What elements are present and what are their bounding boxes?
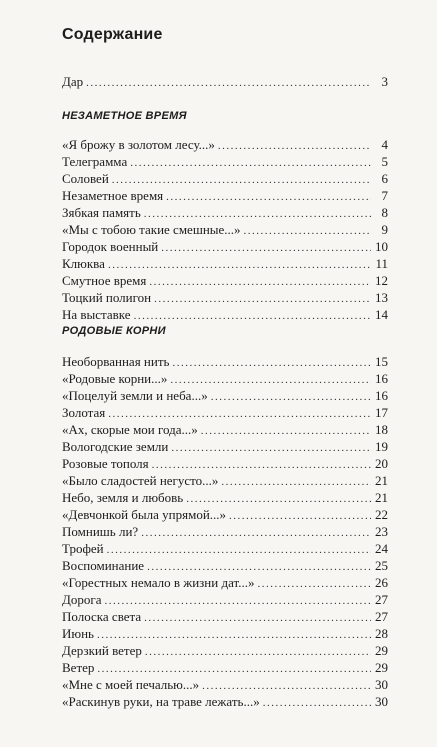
toc-entry [62,489,388,506]
toc-entry [62,153,388,170]
toc-entry-title: Клюква [62,256,105,271]
toc-entry-page: 21 [375,490,388,505]
toc-entry-title: «Мне с моей печалью...» [62,677,200,692]
toc-entry-title: Дар [62,74,84,89]
toc-entry [62,73,388,90]
toc-entry-page: 11 [375,256,388,271]
toc-entry [62,306,388,323]
toc-entry-page: 30 [375,677,388,692]
toc-entry-page: 26 [375,575,388,590]
toc-entry-page: 12 [375,273,388,288]
toc-entry-page: 27 [375,592,388,607]
toc-entry [62,540,388,557]
toc-entry-title: Незаметное время [62,188,164,203]
toc-entry [62,353,388,370]
toc-entry [62,659,388,676]
toc-entry [62,574,388,591]
toc-entry-title: «Раскинув руки, на траве лежать...» [62,694,260,709]
toc-entry-page: 16 [375,388,388,403]
section-heading: НЕЗАМЕТНОЕ ВРЕМЯ [62,110,187,122]
toc-entry [62,455,388,472]
toc-entry [62,472,388,489]
toc-entry-title: «Родовые корни...» [62,371,168,386]
toc-entry-page: 17 [375,405,388,420]
dot-leader [263,695,371,712]
toc-entry-title: Соловей [62,171,109,186]
toc-entry-page: 29 [375,643,388,658]
toc-entry-title: Ветер [62,660,95,675]
toc-entry-title: Смутное время [62,273,147,288]
toc-entry [62,591,388,608]
toc-entry-page: 19 [375,439,388,454]
toc-entry-title: На выставке [62,307,131,322]
toc-entry [62,370,388,387]
toc-entry [62,221,388,238]
toc-entry-title: Зябкая память [62,205,141,220]
toc-entry-title: Помнишь ли? [62,524,139,539]
toc-entry [62,676,388,693]
toc-entry-title: Телеграмма [62,154,128,169]
toc-entry-page: 28 [375,626,388,641]
toc-entry-page: 30 [375,694,388,709]
toc-entry [62,625,388,642]
toc-entry [62,272,388,289]
toc-entry-title: Небо, земля и любовь [62,490,184,505]
toc-entry-page: 13 [375,290,388,305]
toc-entry [62,523,388,540]
dot-leader [86,75,371,92]
toc-entry-page: 4 [381,137,388,152]
toc-entry-page: 14 [375,307,388,322]
toc-entry [62,693,388,710]
toc-entry [62,557,388,574]
toc-entry-title: Вологодские земли [62,439,169,454]
toc-entry-title: Дорога [62,592,102,607]
toc-entry-page: 10 [375,239,388,254]
toc-entry-page: 21 [375,473,388,488]
toc-entry [62,170,388,187]
page-title: Содержание [62,26,163,43]
toc-entry-title: Розовые тополя [62,456,149,471]
toc-entry-page: 25 [375,558,388,573]
toc-entry-page: 29 [375,660,388,675]
toc-entry-page: 3 [381,74,388,89]
toc-entry [62,136,388,153]
toc-entry-title: Дерзкий ветер [62,643,142,658]
toc-entry-page: 24 [375,541,388,556]
toc-entry-page: 5 [381,154,388,169]
toc-entry [62,404,388,421]
toc-entry [62,421,388,438]
toc-entry-page: 6 [381,171,388,186]
toc-entry-page: 18 [375,422,388,437]
toc-entry-title: «Я брожу в золотом лесу...» [62,137,215,152]
toc-entry [62,238,388,255]
toc-entry-page: 16 [375,371,388,386]
toc-entry-title: Полоска света [62,609,142,624]
toc-entry-page: 15 [375,354,388,369]
toc-entry [62,438,388,455]
toc-entry-page: 7 [381,188,388,203]
toc-entry-title: «Ах, скорые мои года...» [62,422,198,437]
dot-leader [134,308,371,325]
toc-entry-title: Июнь [62,626,94,641]
toc-entry [62,289,388,306]
toc-entry-title: Воспоминание [62,558,145,573]
toc-entry-title: Трофей [62,541,104,556]
toc-entry [62,506,388,523]
toc-entry-page: 22 [375,507,388,522]
toc-entry-title: Тоцкий полигон [62,290,152,305]
toc-entry-title: Золотая [62,405,106,420]
toc-entry [62,642,388,659]
toc-entry [62,204,388,221]
toc-entry-title: «Мы с тобою такие смешные...» [62,222,241,237]
toc-entry-page: 23 [375,524,388,539]
toc-entry [62,255,388,272]
section-heading: РОДОВЫЕ КОРНИ [62,325,166,337]
toc-entry [62,187,388,204]
toc-entry-page: 8 [381,205,388,220]
toc-entry-title: Городок военный [62,239,159,254]
toc-entry-title: «Было сладостей негусто...» [62,473,219,488]
toc-entry [62,387,388,404]
toc-entry-page: 27 [375,609,388,624]
toc-entry [62,608,388,625]
toc-entry-page: 9 [381,222,388,237]
toc-entry-title: «Поцелуй земли и неба...» [62,388,208,403]
toc-entry-title: Необорванная нить [62,354,170,369]
toc-entry-title: «Девчонкой была упрямой...» [62,507,227,522]
toc-entry-page: 20 [375,456,388,471]
toc-entry-title: «Горестных немало в жизни дат...» [62,575,255,590]
